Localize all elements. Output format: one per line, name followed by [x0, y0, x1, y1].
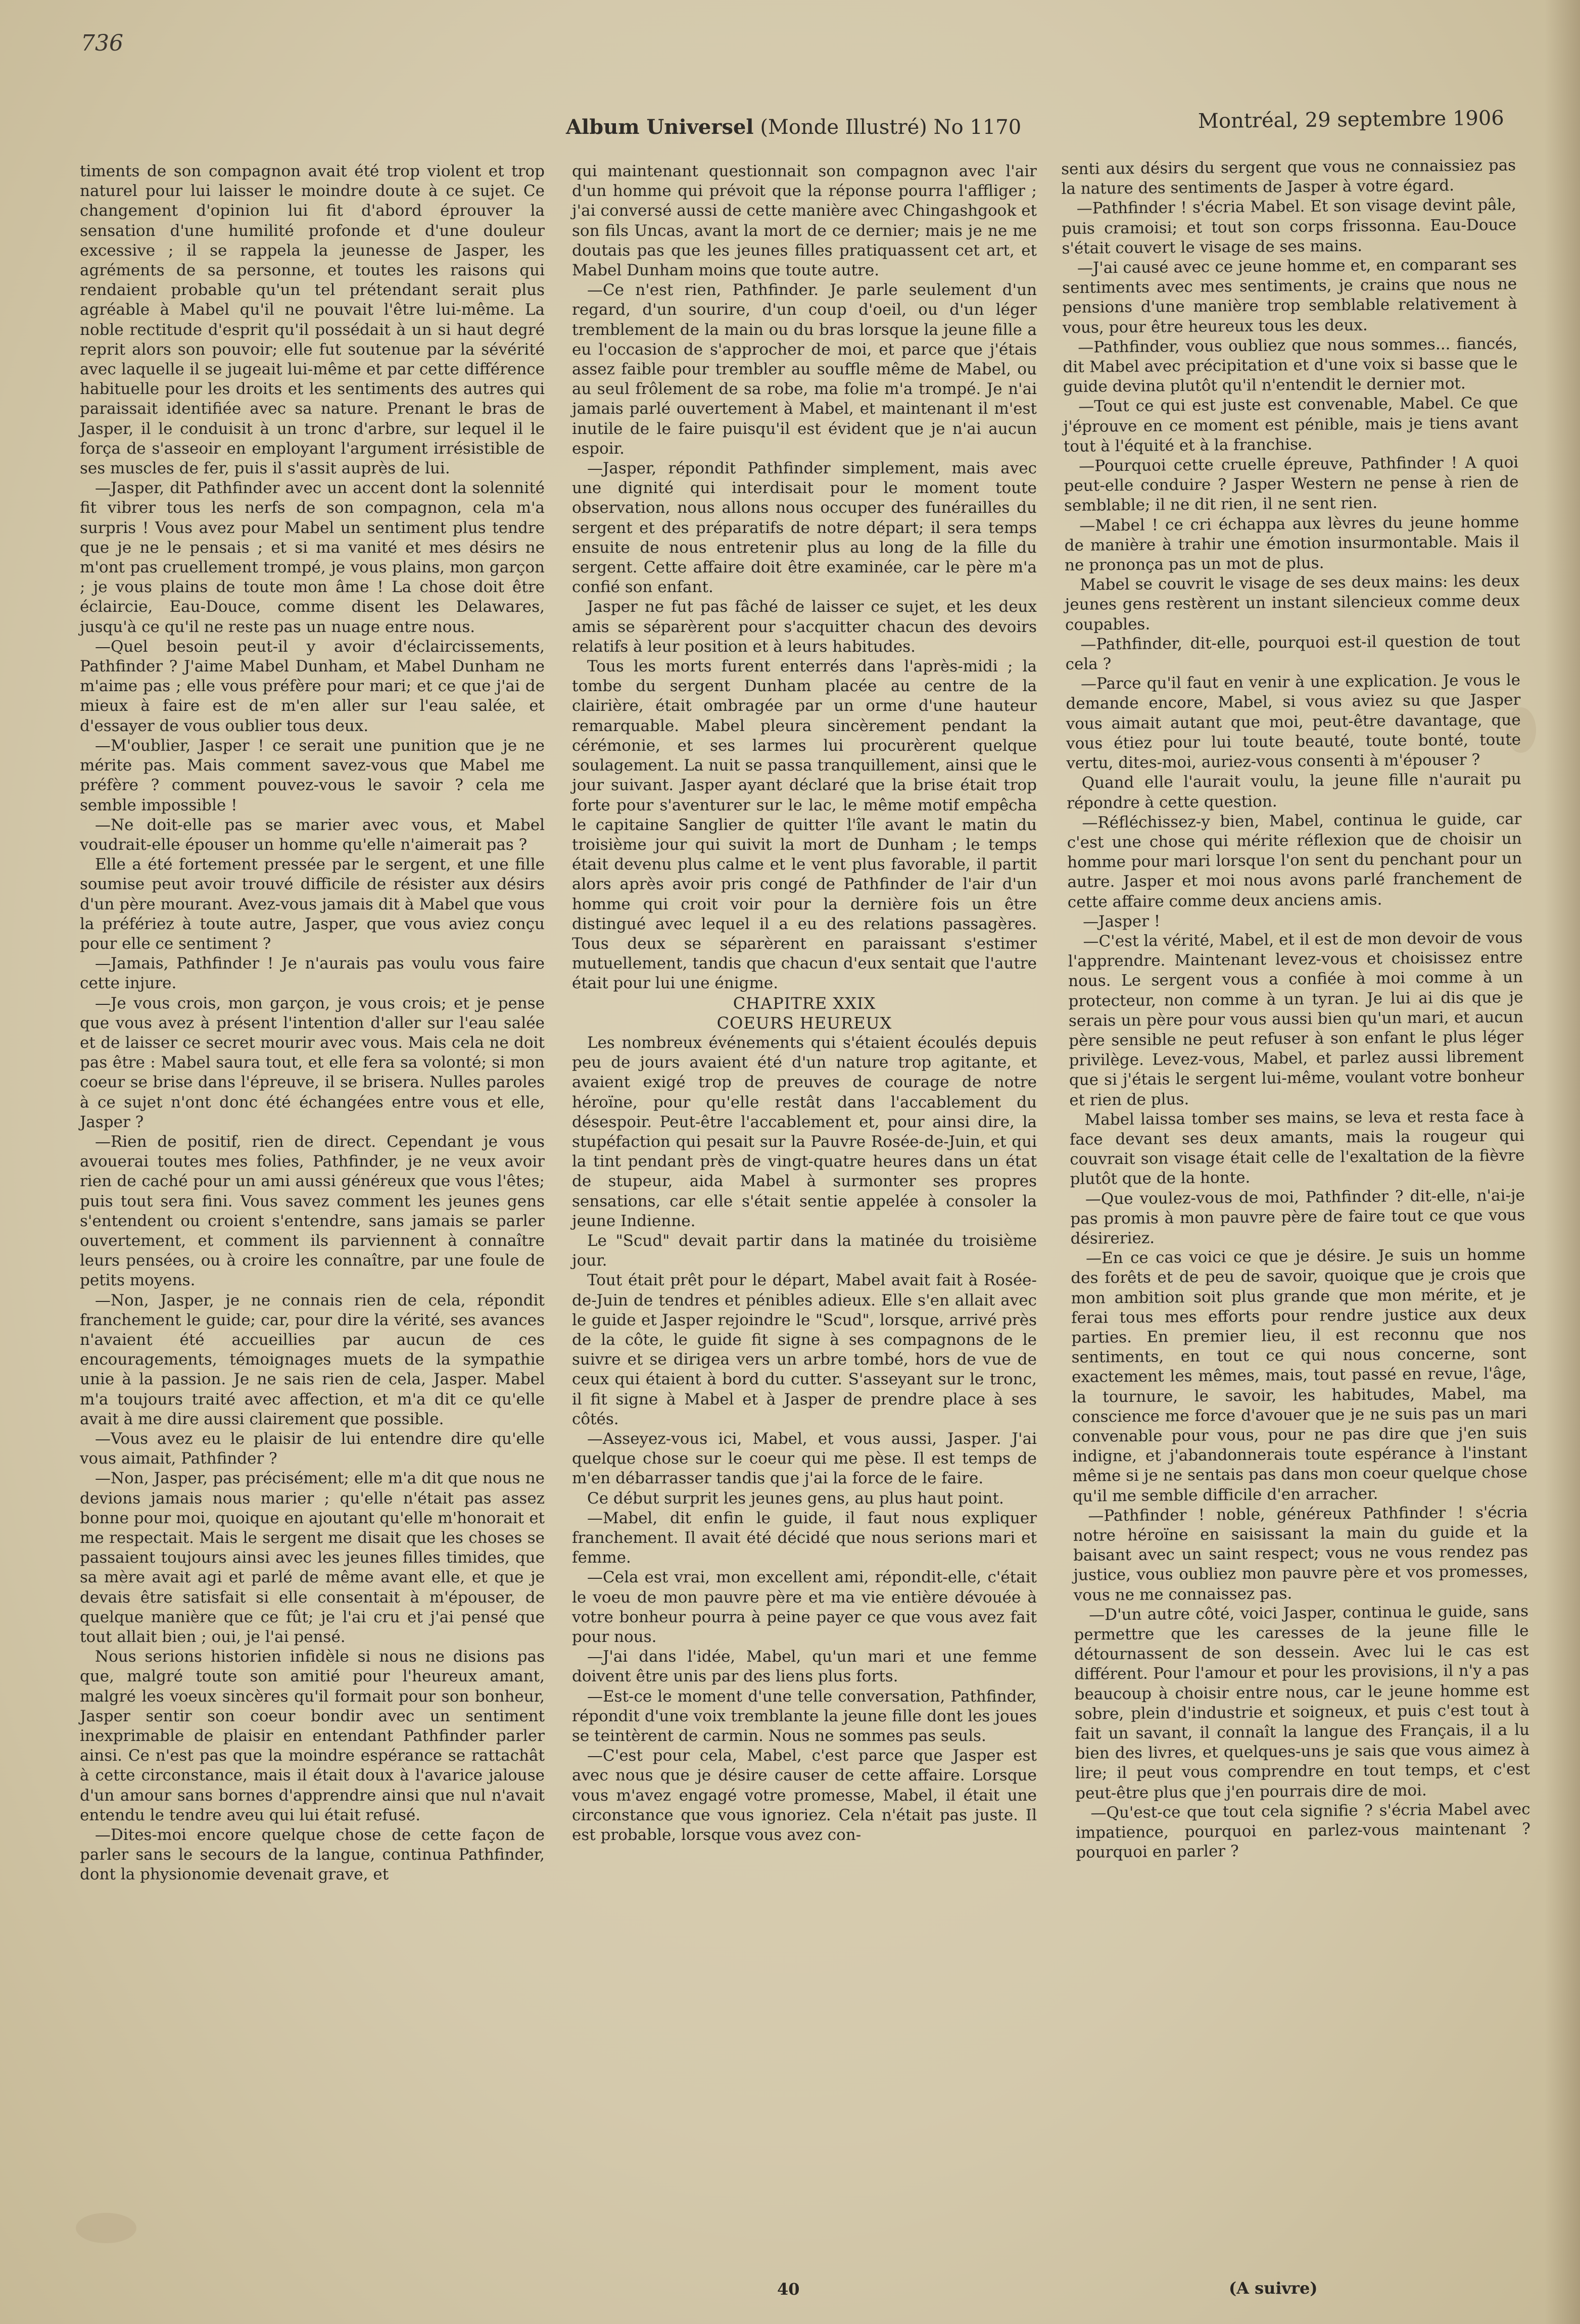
paragraph: —Dites-moi encore quelque chose de cette façon de parler sans le secours de la langue, continua Pathfinder, dont la physionomie devenait grave, et [80, 1826, 545, 1884]
paragraph: —M'oublier, Jasper ! ce serait une punition que je ne mérite pas. Mais comment savez-vous que Mabel me préfère ? comment pouvez-vous le savoir ? cela me semble impossible ! [80, 736, 545, 814]
paragraph: Mabel se couvrit le visage de ses deux mains: les deux jeunes gens restèrent un instant silencieux comme deux coupables. [1065, 572, 1520, 634]
paragraph: —Ce n'est rien, Pathfinder. Je parle seulement d'un regard, d'un sourire, d'un coup d'oeil, ou d'un léger tremblement de la main ou du bras lorsque la jeune fille a eu l'occasion de s'approcher de moi, et parce que j'étais assez faible pour trembler au souffle même de Mabel, ou au seul frôlement de sa robe, ma folie m'a trompé. Je n'ai jamais parlé ouvertement à Mabel, et maintenant il m'est inutile de le faire puisqu'il est évident que je n'ai aucun espoir. [572, 281, 1037, 458]
paragraph: —Pathfinder ! s'écria Mabel. Et son visage devint pâle, puis cramoisi; et tout son corps frissonna. Eau-Douce s'était couvert le visage de ses mains. [1062, 196, 1517, 258]
text-column-2 [572, 162, 1037, 1845]
paragraph: —C'est pour cela, Mabel, c'est parce que Jasper est avec nous que je désire causer de cette affaire. Lorsque vous m'avez engagé votre promesse, Mabel, il était une circonstance que vous ignoriez. Cela n'était pas juste. Il est probable, lorsque vous avez con- [572, 1747, 1037, 1845]
to-be-continued: (A suivre) [1229, 2279, 1318, 2298]
chapter-title: COEURS HEUREUX [716, 1013, 892, 1033]
text-column-3 [1061, 156, 1530, 1863]
paragraph: —Réfléchissez-y bien, Mabel, continua le guide, car c'est une chose qui mérite réflexion que de choisir un homme pour mari lorsque l'on sent du penchant pour un autre. Jasper et moi nous avons parlé franchement de cette affaire comme deux anciens amis. [1067, 809, 1522, 911]
paragraph: Tous les morts furent enterrés dans l'après-midi ; la tombe du sergent Dunham placée au centre de la clairière, était ombragée par un orme d'une hauteur remarquable. Mabel pleura sincèrement pendant la cérémonie, et ses larmes lui procurèrent quelque soulagement. La nuit se passa tranquillement, ainsi que le jour suivant. Jasper ayant déclaré que la brise était trop forte pour s'aventurer sur le lac, le même motif empêcha le capitaine Sanglier de quitter l'île avant le matin du troisième jour qui suivit la mort de Dunham ; le temps était devenu plus calme et le vent plus favorable, il partit alors après avoir pris congé de Pathfinder de l'air d'un homme qui croit voir pour la dernière fois un être distingué avec lequel il a eu des relations passagères. Tous deux se séparèrent en paraissant s'estimer mutuellement, tandis que chacun d'eux sentait que l'autre était pour lui une énigme. [572, 657, 1037, 993]
paragraph: —Pathfinder ! noble, généreux Pathfinder ! s'écria notre héroïne en saisissant la main du guide et la baisant avec un saint respect; vous ne vous rendez pas justice, vous oubliez mon pauvre père et vos promesses, vous ne me connaissez pas. [1073, 1503, 1528, 1605]
paragraph: —Pourquoi cette cruelle épreuve, Pathfinder ! A quoi peut-elle conduire ? Jasper Western ne pense à rien de semblable; il ne dit rien, il ne sent rien. [1064, 453, 1519, 515]
paragraph: —Tout ce qui est juste est convenable, Mabel. Ce que j'éprouve en ce moment est pénible, mais je tiens avant tout à l'équité et à la franchise. [1063, 394, 1518, 456]
paragraph: —Jasper, dit Pathfinder avec un accent dont la solennité fit vibrer tous les nerfs de son compagnon, cela m'a surpris ! Vous avez pour Mabel un sentiment plus tendre que je ne le pensais ; et si ma vanité et mes désirs ne m'ont pas cruellement trompé, je vous plains, mon garçon ; je vous plains de toute mon âme ! La chose doit être éclaircie, Eau-Douce, comme disent les Delawares, jusqu'à ce qu'il ne reste pas un nuage entre nous. [80, 479, 545, 636]
paragraph: Quand elle l'aurait voulu, la jeune fille n'aurait pu répondre à cette question. [1066, 770, 1521, 812]
paragraph: —C'est la vérité, Mabel, et il est de mon devoir de vous l'apprendre. Maintenant levez-vous et choisissez entre nous. Le sergent vous a confiée à moi comme à un protecteur, non comme à un tyran. Je lui ai dis que je serais un père pour vous aussi bien qu'un mari, et aucun père sensible ne peut refuser à son enfant le plus léger privilège. Levez-vous, Mabel, et parlez aussi librement que si j'étais le sergent lui-même, voulant votre bonheur et rien de plus. [1068, 929, 1524, 1109]
paragraph: —Mabel ! ce cri échappa aux lèvres du jeune homme de manière à trahir une émotion insurmontable. Mais il ne prononça pas un mot de plus. [1064, 512, 1519, 575]
paragraph: —J'ai causé avec ce jeune homme et, en comparant ses sentiments avec mes sentiments, je crains que nous ne pensions d'une manière trop semblable relativement à vous, pour être heureux tous les deux. [1062, 255, 1517, 337]
masthead-title: Album Universel [566, 115, 754, 139]
paragraph: Le "Scud" devait partir dans la matinée du troisième jour. [572, 1231, 1037, 1270]
paragraph: qui maintenant questionnait son compagnon avec l'air d'un homme qui prévoit que la réponse pourra l'affliger ; j'ai conversé aussi de cette manière avec Chingashgook et son fils Uncas, avant la mort de ce dernier; mais je ne me doutais pas que les jeunes filles pratiquassent cet art, et Mabel Dunham moins que toute autre. [572, 162, 1037, 280]
paragraph: —Est-ce le moment d'une telle conversation, Pathfinder, répondit d'une voix tremblante la jeune fille dont les joues se teintèrent de carmin. Nous ne sommes pas seuls. [572, 1687, 1037, 1746]
paragraph: Ce début surprit les jeunes gens, au plus haut point. [587, 1489, 1004, 1508]
column-2-lower-text [572, 1033, 1037, 1845]
paragraph: senti aux désirs du sergent que vous ne connaissiez pas la nature des sentiments de Jasper à votre égard. [1061, 156, 1516, 199]
paragraph: Tout était prêt pour le départ, Mabel avait fait à Rosée-de-Juin de tendres et pénibles adieux. Elle s'en allait avec le guide et Jasper rejoindre le "Scud", lorsque, arrivé près de la côte, le guide fit signe à ses compagnons de le suivre et se dirigea vers un arbre tombé, hors de vue de ceux qui étaient à bord du cutter. S'asseyant sur le tronc, il fit signe à Mabel et à Jasper de prendre place à ses côtés. [572, 1271, 1037, 1428]
paragraph: Jasper ne fut pas fâché de laisser ce sujet, et les deux amis se séparèrent pour s'acquitter chacun des devoirs relatifs à leur position et à leurs habitudes. [572, 598, 1037, 656]
paragraph: —Quel besoin peut-il y avoir d'éclaircissements, Pathfinder ? J'aime Mabel Dunham, et Mabel Dunham ne m'aime pas ; elle vous préfère pour mari; et ce que j'ai de mieux à faire est de m'en aller sur l'eau salée, et d'essayer de vous oublier tous deux. [80, 637, 545, 735]
paragraph: —Ne doit-elle pas se marier avec vous, et Mabel voudrait-elle épouser un homme qu'elle n'aimerait pas ? [80, 815, 545, 854]
paper-stain [76, 2213, 136, 2243]
paragraph: —Vous avez eu le plaisir de lui entendre dire qu'elle vous aimait, Pathfinder ? [80, 1430, 545, 1468]
paragraph: Les nombreux événements qui s'étaient écoulés depuis peu de jours avaient été d'un nature trop agitante, et avaient exigé trop de preuves de courage de notre héroïne, pour qu'elle restât dans l'accablement du désespoir. Peut-être l'accablement et, pour ainsi dire, la stupéfaction qui pesait sur la Pauvre Rosée-de-Juin, et qui la tint pendant près de vingt-quatre heures dans un état de stupeur, aida Mabel à surmonter ses propres sensations, car elle s'était sentie appelée à consoler la jeune Indienne. [572, 1033, 1037, 1230]
paragraph: —Je vous crois, mon garçon, je vous crois; et je pense que vous avez à présent l'intention d'aller sur l'eau salée et de laisser ce secret mourir avec vous. Mais cela ne doit pas être : Mabel saura tout, et elle fera sa volonté; si mon coeur se brise dans l'épreuve, il se brisera. Nulles paroles à ce sujet n'ont donc été échangées entre vous et elle, Jasper ? [80, 994, 545, 1131]
paragraph: —En ce cas voici ce que je désire. Je suis un homme des forêts et de peu de savoir, quoique que je crois que mon ambition soit plus grande que mon mérite, et je ferai tous mes efforts pour rendre justice aux deux parties. En premier lieu, il est reconnu que nos sentiments, en tout ce qui nous concerne, sont exactement les mêmes, mais, tout passé en revue, l'âge, la tournure, le savoir, les habitudes, Mabel, ma conscience me force d'avouer que je ne suis pas un mari convenable pour vous, pour ne pas dire que j'en suis indigne, et j'abandonnerais toute espérance à l'instant même si je ne sentais pas dans mon coeur quelque chose qu'il me semble difficile d'en arracher. [1071, 1245, 1527, 1506]
paragraph: —Jamais, Pathfinder ! Je n'aurais pas voulu vous faire cette injure. [80, 954, 545, 993]
page-spine-shadow [1545, 0, 1580, 2324]
masthead [566, 115, 1021, 139]
paragraph: —Parce qu'il faut en venir à une explication. Je vous le demande encore, Mabel, si vous aviez su que Jasper vous aimait autant que moi, peut-être davantage, que vous étiez pour lui toute beauté, toute bonté, toute vertu, dites-moi, auriez-vous consenti à m'épouser ? [1066, 671, 1521, 773]
page-number: 40 [777, 2280, 800, 2299]
folio-number: 736 [81, 30, 123, 56]
masthead-subtitle: (Monde Illustré) No 1170 [753, 116, 1022, 139]
paragraph: Mabel laissa tomber ses mains, se leva et resta face à face devant ses deux amants, mais la rougeur qui couvrait son visage était celle de l'exaltation de la fièvre plutôt que de la honte. [1069, 1106, 1525, 1189]
paragraph: —Pathfinder, vous oubliez que nous sommes... fiancés, dit Mabel avec précipitation et d'une voix si basse que le guide devina plutôt qu'il n'entendit le dernier mot. [1063, 334, 1518, 397]
paragraph: —D'un autre côté, voici Jasper, continua le guide, sans permettre que les caresses de la jeune fille le détournassent de son dessein. Avec lui le cas est différent. Pour l'amour et pour les provisions, il n'y a pas beaucoup à choisir entre nous, car le jeune homme est sobre, plein d'industrie et soigneux, et puis c'est tout à fait un savant, il connaît la langue des Français, il a lu bien des livres, et quelques-uns je sais que vous aimez à lire; il peut vous comprendre en tout temps, et c'est peut-être plus que j'en pourrais dire de moi. [1074, 1602, 1530, 1803]
masthead-date: Montréal, 29 septembre 1906 [1198, 106, 1505, 133]
paragraph: Nous serions historien infidèle si nous ne disions pas que, malgré toute son amitié pour l'heureux amant, malgré les voeux sincères qu'il formait pour son bonheur, Jasper sentir son coeur bondir avec un sentiment inexprimable de plaisir en entendant Pathfinder parler ainsi. Ce n'est pas que la moindre espérance se rattachât à cette circonstance, mais il était doux à l'avarice jalouse d'un amour sans bornes d'apprendre ainsi que nul n'avait entendu le tendre aveu qui lui était refusé. [80, 1648, 545, 1824]
paragraph: —Mabel, dit enfin le guide, il faut nous expliquer franchement. Il avait été décidé que nous serions mari et femme. [572, 1509, 1037, 1567]
paragraph: —Asseyez-vous ici, Mabel, et vous aussi, Jasper. J'ai quelque chose sur le coeur qui me pèse. Il est temps de m'en débarrasser tandis que j'ai la force de le faire. [572, 1430, 1037, 1488]
text-column-1 [80, 162, 545, 1885]
paragraph: —Que voulez-vous de moi, Pathfinder ? dit-elle, n'ai-je pas promis à mon pauvre père de faire tout ce que vous désireriez. [1070, 1186, 1525, 1248]
column-2-upper-text [572, 162, 1037, 994]
paragraph: —Qu'est-ce que tout cela signifie ? s'écria Mabel avec impatience, pourquoi en parlez-vous maintenant ? pourquoi en parler ? [1075, 1800, 1531, 1862]
paragraph: —Cela est vrai, mon excellent ami, répondit-elle, c'était le voeu de mon pauvre père et ma vie entière dévouée à votre bonheur pourra à peine payer ce que vous avez fait pour nous. [572, 1568, 1037, 1647]
paragraph: —Pathfinder, dit-elle, pourquoi est-il question de tout cela ? [1065, 631, 1520, 674]
paragraph: timents de son compagnon avait été trop violent et trop naturel pour lui laisser le moindre doute à ce sujet. Ce changement d'opinion lui fit d'abord éprouver la sensation d'une humilité profonde et d'une douleur excessive ; il se rappela la jeunesse de Jasper, les agréments de sa personne, et toutes les raisons qui rendaient probable qu'un tel prétendant serait plus agréable à Mabel qu'il ne pouvait l'être lui-même. La noble rectitude d'esprit qu'il possédait à un si haut degré reprit alors son pouvoir; elle fut soutenue par la sévérité avec laquelle il se jugeait lui-même et par cette différence habituelle pour les droits et les sentiments des autres qui paraissait identifiée avec sa nature. Prenant le bras de Jasper, il le conduisit à un tronc d'arbre, sur lequel il le força de s'asseoir en employant l'argument irrésistible de ses muscles de fer, puis il s'assit auprès de lui. [80, 162, 545, 478]
paragraph: —Jasper, répondit Pathfinder simplement, mais avec une dignité qui interdisait pour le moment toute observation, nous allons nous occuper des funérailles du sergent et des préparatifs de notre départ; il sera temps ensuite de nous entretenir plus au long de la fille du sergent. Cette affaire doit être examinée, car le père m'a confié son enfant. [572, 459, 1037, 597]
paragraph: —Jasper ! [1083, 912, 1161, 931]
chapter-number: CHAPITRE XXIX [733, 993, 876, 1013]
paragraph: Elle a été fortement pressée par le sergent, et une fille soumise peut avoir trouvé difficile de résister aux désirs d'un père mourant. Avez-vous jamais dit à Mabel que vous la préfériez à toute autre, Jasper, que vous aviez conçu pour elle ce sentiment ? [80, 855, 545, 953]
paragraph: —Rien de positif, rien de direct. Cependant je vous avouerai toutes mes folies, Pathfinder, je ne veux avoir rien de caché pour un ami aussi généreux que vous l'êtes; puis tout sera fini. Vous savez comment les jeunes gens s'entendent ou croient s'entendre, sans jamais se parler ouvertement, et comment ils parviennent à connaître leurs pensées, ou à croire les connaître, par une foule de petits moyens. [80, 1132, 545, 1290]
paragraph: —J'ai dans l'idée, Mabel, qu'un mari et une femme doivent être unis par des liens plus forts. [572, 1648, 1037, 1686]
paragraph: —Non, Jasper, pas précisément; elle m'a dit que nous ne devions jamais nous marier ; qu'elle n'était pas assez bonne pour moi, quoique en ajoutant qu'elle m'honorait et me respectait. Mais le sergent me disait que les choses se passaient toujours ainsi avec les jeunes filles timides, que sa mère avait agi et parlé de même avant elle, et que je devais être satisfait si elle consentait à m'épouser, de quelque manière que ce fût; je l'ai cru et j'ai pensé que tout allait bien ; oui, je l'ai pensé. [80, 1469, 545, 1647]
paragraph: —Non, Jasper, je ne connais rien de cela, répondit franchement le guide; car, pour dire la vérité, ses avances n'avaient été accueillies par aucun de ces encouragements, témoignages muets de la sympathie unie à la passion. Je ne sais rien de cela, Jasper. Mabel m'a toujours traité avec affection, et m'a dit ce qu'elle avait à me dire aussi clairement que possible. [80, 1291, 545, 1428]
